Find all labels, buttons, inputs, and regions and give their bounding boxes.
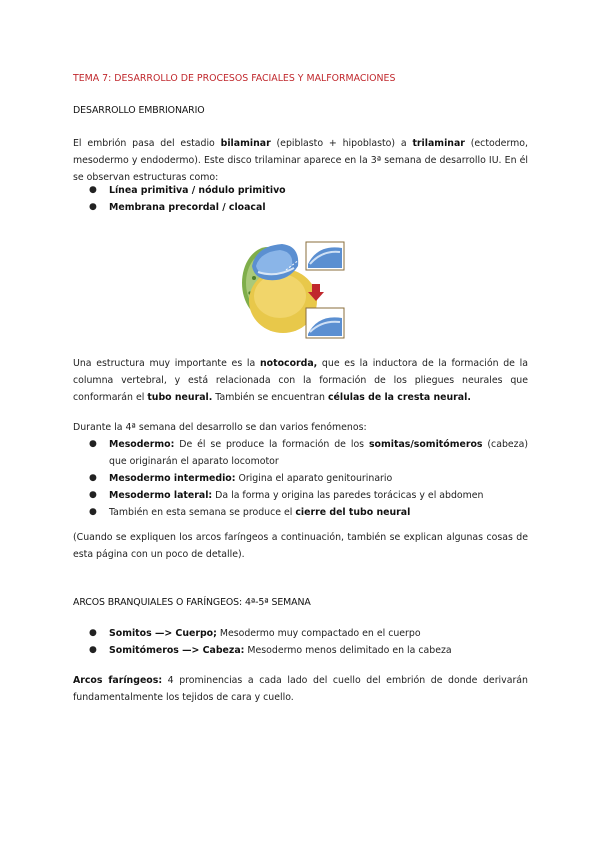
list-item: ● También en esta semana se produce el cierre del tubo neural	[89, 507, 411, 518]
intro-paragraph: El embrión pasa del estadio bilaminar (epiblasto + hipoblasto) a trilaminar (ectodermo, mesodermo y endodermo). Este disco trilaminar aparece en la 3ª semana de desarrollo IU. En él se observan estructuras como:	[73, 138, 528, 183]
week4-intro: Durante la 4ª semana del desarrollo se dan varios fenómenos:	[73, 422, 367, 433]
notocorda-paragraph: Una estructura muy importante es la notocorda, que es la inductora de la formación de la columna vertebral, y está relacionada con la formación de los pliegues neurales que conformarán el tubo neural. También se encuentran células de la cresta neural.	[73, 358, 528, 403]
arcos-paragraph: Arcos faríngeos: 4 prominencias a cada lado del cuello del embrión de donde derivarán fundamentalmente los tejidos de cara y cuello.	[73, 675, 528, 703]
structures-list	[73, 182, 528, 216]
document-title: TEMA 7: DESARROLLO DE PROCESOS FACIALES Y MALFORMACIONES	[73, 73, 396, 84]
list-item: ● Mesodermo lateral: Da la forma y origina las paredes torácicas y el abdomen	[89, 490, 484, 501]
list-item: ● Membrana precordal / cloacal	[89, 202, 266, 213]
somitos-list	[73, 625, 528, 659]
section-heading-desarrollo: DESARROLLO EMBRIONARIO	[73, 105, 205, 116]
week4-list	[73, 436, 528, 521]
section-heading-arcos: ARCOS BRANQUIALES O FARÍNGEOS: 4ª-5ª SEMANA	[73, 597, 311, 608]
list-item: ● Mesodermo intermedio: Origina el aparato genitourinario	[89, 473, 393, 484]
list-item: ● Línea primitiva / nódulo primitivo	[89, 185, 286, 196]
list-item: ● Somitómeros —> Cabeza: Mesodermo menos delimitado en la cabeza	[89, 645, 452, 656]
list-item: ● Somitos —> Cuerpo; Mesodermo muy compactado en el cuerpo	[89, 628, 421, 639]
list-item: ● Mesodermo: De él se produce la formación de los somitas/somitómeros (cabeza) que originarán el aparato locomotor	[89, 439, 528, 467]
note-paragraph: (Cuando se expliquen los arcos faríngeos a continuación, también se explican algunas cosas de esta página con un poco de detalle).	[73, 532, 528, 560]
embryo-trilaminar-illustration	[238, 238, 348, 346]
